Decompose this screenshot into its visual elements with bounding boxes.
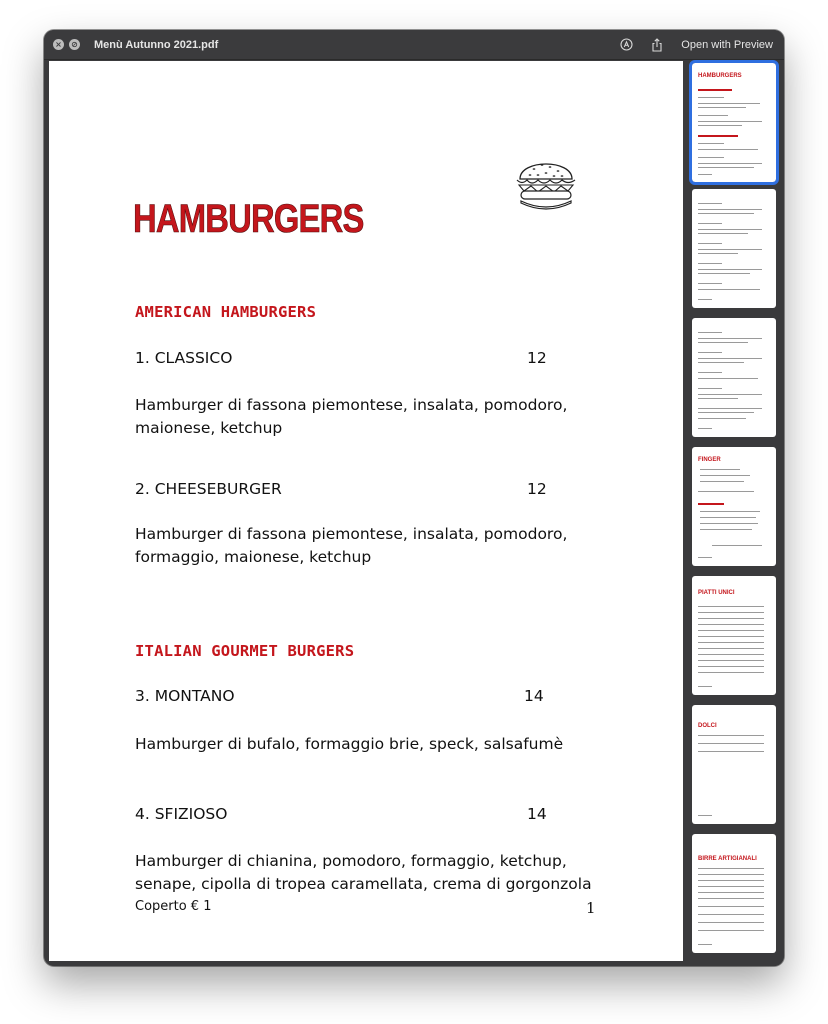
cover-charge-note: Coperto € 1 xyxy=(135,899,212,914)
page-thumbnail-2[interactable] xyxy=(692,189,776,308)
menu-item-name: 4. SFIZIOSO xyxy=(135,805,228,823)
page-thumbnail-1[interactable] xyxy=(692,63,776,182)
page-thumbnail-7[interactable] xyxy=(692,834,776,953)
thumbnail-title: HAMBURGERS xyxy=(698,73,742,79)
menu-item-name: 3. MONTANO xyxy=(135,687,235,705)
thumbnail-title: FINGER xyxy=(698,457,721,463)
page-number: 1 xyxy=(586,899,596,917)
page-thumbnail-6[interactable] xyxy=(692,705,776,824)
title-bar xyxy=(44,30,784,60)
share-icon[interactable] xyxy=(650,38,664,52)
menu-item-description: Hamburger di fassona piemontese, insalata, pomodoro, formaggio, maionese, ketchup xyxy=(135,525,568,566)
thumbnail-title: PIATTI UNICI xyxy=(698,590,735,596)
page-thumbnail-3[interactable] xyxy=(692,318,776,437)
markup-icon[interactable] xyxy=(619,38,633,52)
menu-item-price: 12 xyxy=(527,480,547,498)
section-heading-italian: ITALIAN GOURMET BURGERS xyxy=(135,642,355,660)
window-title: Menù Autunno 2021.pdf xyxy=(94,38,219,51)
minimize-icon[interactable]: ⊘ xyxy=(69,39,80,50)
quicklook-window xyxy=(44,30,784,966)
page-title: HAMBURGERS xyxy=(133,197,364,241)
burger-icon xyxy=(512,149,580,213)
thumbnail-title: DOLCI xyxy=(698,723,717,729)
menu-item-price: 14 xyxy=(524,687,544,705)
pdf-page xyxy=(49,61,683,961)
menu-item-name: 2. CHEESEBURGER xyxy=(135,480,282,498)
menu-item-description: Hamburger di fassona piemontese, insalata, pomodoro, maionese, ketchup xyxy=(135,396,568,437)
menu-item-name: 1. CLASSICO xyxy=(135,349,233,367)
menu-item-description: Hamburger di bufalo, formaggio brie, speck, salsafumè xyxy=(135,735,564,753)
thumbnail-title: BIRRE ARTIGIANALI xyxy=(698,856,757,862)
menu-item-price: 14 xyxy=(527,805,547,823)
menu-item-description: Hamburger di chianina, pomodoro, formaggio, ketchup, senape, cipolla di tropea caramellata, crema di gorgonzola xyxy=(135,852,592,893)
page-thumbnail-4[interactable] xyxy=(692,447,776,566)
page-thumbnail-5[interactable] xyxy=(692,576,776,695)
window-controls xyxy=(53,39,80,50)
section-heading-american: AMERICAN HAMBURGERS xyxy=(135,303,317,321)
close-icon[interactable]: × xyxy=(53,39,64,50)
menu-item-price: 12 xyxy=(527,349,547,367)
open-with-preview-button[interactable]: Open with Preview xyxy=(681,38,773,51)
thumbnail-sidebar[interactable] xyxy=(684,61,784,966)
